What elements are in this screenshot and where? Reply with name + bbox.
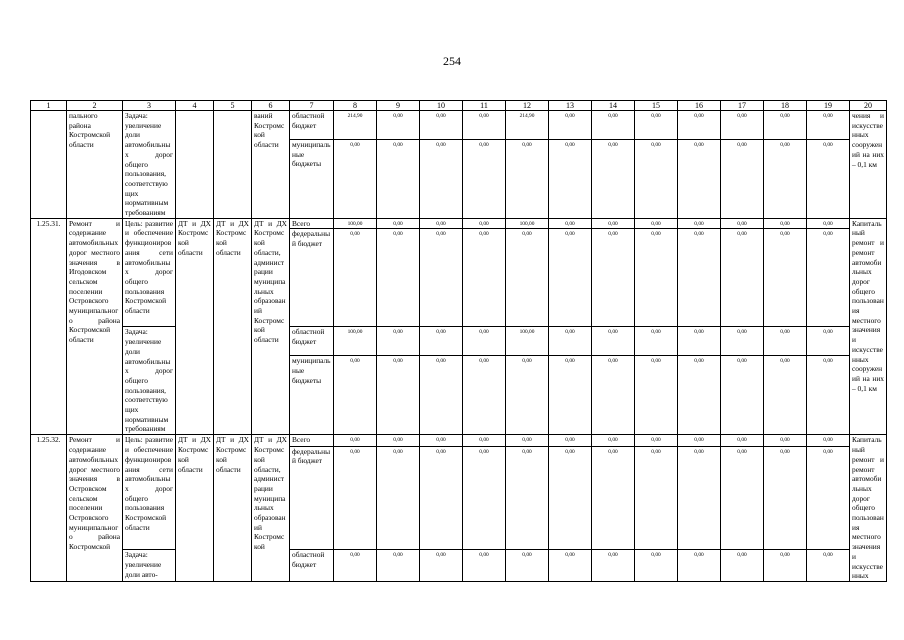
header-cell: 4 bbox=[176, 101, 214, 111]
header-cell: 11 bbox=[463, 101, 506, 111]
header-cell: 14 bbox=[592, 101, 635, 111]
amount-cell: 0,00 bbox=[807, 140, 850, 219]
program-table bbox=[30, 100, 887, 582]
amount-cell: 0,00 bbox=[807, 446, 850, 549]
amount-cell: 0,00 bbox=[635, 140, 678, 219]
header-cell: 6 bbox=[252, 101, 290, 111]
amount-cell: 0,00 bbox=[420, 140, 463, 219]
amount-cell: 0,00 bbox=[764, 111, 807, 140]
amount-cell: 0,00 bbox=[807, 435, 850, 446]
result-cell: Капитальный ремонт и ремонт автомобильных дорог общего пользования местного значения и искусственных bbox=[850, 435, 887, 582]
header-row bbox=[31, 101, 887, 111]
amount-cell: 0,00 bbox=[377, 140, 420, 219]
goal-cell: Цель: развитие и обеспечение функционирования сети автомобильных дорог общего пользования Костромской области bbox=[123, 435, 176, 550]
table-row bbox=[31, 111, 887, 140]
amount-cell: 0,00 bbox=[764, 435, 807, 446]
funding-source-cell: областной бюджет bbox=[290, 550, 334, 582]
executor-cell bbox=[214, 111, 252, 219]
table-row bbox=[31, 218, 887, 229]
header-cell: 19 bbox=[807, 101, 850, 111]
amount-cell: 0,00 bbox=[678, 111, 721, 140]
result-cell: чения и искусственных сооружений на них – 0,1 км bbox=[850, 111, 887, 219]
amount-cell: 0,00 bbox=[807, 229, 850, 327]
amount-cell: 0,00 bbox=[377, 550, 420, 582]
activity-name-cell: Ремонт и содержание автомобильных дорог местного значения в Островском сельском поселении Островского муниципального района Костромской bbox=[67, 435, 123, 582]
amount-cell: 0,00 bbox=[592, 446, 635, 549]
amount-cell: 0,00 bbox=[549, 327, 592, 356]
amount-cell: 214,90 bbox=[506, 111, 549, 140]
header-cell: 2 bbox=[67, 101, 123, 111]
amount-cell: 0,00 bbox=[420, 327, 463, 356]
amount-cell: 0,00 bbox=[764, 550, 807, 582]
header-cell: 20 bbox=[850, 101, 887, 111]
amount-cell: 0,00 bbox=[463, 356, 506, 435]
executor-cell: ДТ и ДХ Костромской области bbox=[214, 218, 252, 435]
amount-cell: 0,00 bbox=[420, 356, 463, 435]
amount-cell: 0,00 bbox=[807, 111, 850, 140]
amount-cell: 0,00 bbox=[635, 111, 678, 140]
funding-source-cell: областной бюджет bbox=[290, 111, 334, 140]
amount-cell: 0,00 bbox=[377, 435, 420, 446]
amount-cell: 0,00 bbox=[420, 435, 463, 446]
funding-source-cell: муниципальные бюджеты bbox=[290, 356, 334, 435]
amount-cell: 0,00 bbox=[721, 356, 764, 435]
amount-cell: 0,00 bbox=[334, 446, 377, 549]
amount-cell: 0,00 bbox=[678, 550, 721, 582]
amount-cell: 0,00 bbox=[592, 140, 635, 219]
amount-cell: 0,00 bbox=[549, 435, 592, 446]
amount-cell: 0,00 bbox=[721, 229, 764, 327]
amount-cell: 214,90 bbox=[334, 111, 377, 140]
amount-cell: 0,00 bbox=[807, 327, 850, 356]
responsible-cell: ДТ и ДХ Костромской области, администрации муниципальных образований Костромской области bbox=[252, 218, 290, 435]
amount-cell: 0,00 bbox=[506, 229, 549, 327]
amount-cell: 0,00 bbox=[635, 446, 678, 549]
header-cell: 3 bbox=[123, 101, 176, 111]
row-number-cell: 1.25.32. bbox=[31, 435, 67, 582]
amount-cell: 0,00 bbox=[420, 229, 463, 327]
executor-cell bbox=[176, 111, 214, 219]
amount-cell: 0,00 bbox=[635, 327, 678, 356]
activity-name-cell: Ремонт и содержание автомобильных дорог местного значения в Игодовском сельском поселении Островского муниципального района Костромской области bbox=[67, 218, 123, 435]
amount-cell: 0,00 bbox=[678, 435, 721, 446]
amount-cell: 0,00 bbox=[592, 111, 635, 140]
funding-source-cell: Всего bbox=[290, 218, 334, 229]
amount-cell: 0,00 bbox=[463, 446, 506, 549]
amount-cell: 0,00 bbox=[678, 446, 721, 549]
amount-cell: 0,00 bbox=[764, 327, 807, 356]
table-row bbox=[31, 550, 887, 582]
page-number: 254 bbox=[443, 54, 461, 68]
header-cell: 9 bbox=[377, 101, 420, 111]
amount-cell: 100,00 bbox=[334, 218, 377, 229]
amount-cell: 0,00 bbox=[420, 111, 463, 140]
table-row bbox=[31, 327, 887, 356]
amount-cell: 0,00 bbox=[377, 446, 420, 549]
task-cell: Задача: увеличение доли автомобильных дорог общего пользования, соответствующих нормативным требованиям bbox=[123, 327, 176, 435]
amount-cell: 0,00 bbox=[721, 550, 764, 582]
amount-cell: 0,00 bbox=[334, 356, 377, 435]
amount-cell: 0,00 bbox=[463, 218, 506, 229]
amount-cell: 0,00 bbox=[463, 140, 506, 219]
amount-cell: 0,00 bbox=[635, 356, 678, 435]
amount-cell: 0,00 bbox=[420, 550, 463, 582]
amount-cell: 0,00 bbox=[807, 356, 850, 435]
header-cell: 12 bbox=[506, 101, 549, 111]
amount-cell: 0,00 bbox=[764, 218, 807, 229]
amount-cell: 0,00 bbox=[807, 218, 850, 229]
amount-cell: 0,00 bbox=[721, 111, 764, 140]
amount-cell: 0,00 bbox=[592, 550, 635, 582]
amount-cell: 0,00 bbox=[678, 218, 721, 229]
amount-cell: 0,00 bbox=[721, 435, 764, 446]
executor-cell: ДТ и ДХ Костромской области bbox=[176, 218, 214, 435]
funding-source-cell: Всего bbox=[290, 435, 334, 446]
amount-cell: 0,00 bbox=[334, 435, 377, 446]
amount-cell: 0,00 bbox=[721, 218, 764, 229]
amount-cell: 0,00 bbox=[549, 229, 592, 327]
amount-cell: 0,00 bbox=[420, 218, 463, 229]
amount-cell: 0,00 bbox=[334, 140, 377, 219]
amount-cell: 100,00 bbox=[506, 218, 549, 229]
header-cell: 17 bbox=[721, 101, 764, 111]
amount-cell: 0,00 bbox=[334, 229, 377, 327]
amount-cell: 0,00 bbox=[377, 111, 420, 140]
executor-cell: ДТ и ДХ Костромской области bbox=[214, 435, 252, 582]
funding-source-cell: областной бюджет bbox=[290, 327, 334, 356]
responsible-cell: ДТ и ДХ Костромской области, администрации муниципальных образований Костромской bbox=[252, 435, 290, 582]
result-cell: Капитальный ремонт и ремонт автомобильных дорог общего пользования местного значения и искусственных сооружений на них – 0,1 км bbox=[850, 218, 887, 435]
header-cell: 10 bbox=[420, 101, 463, 111]
amount-cell: 0,00 bbox=[592, 229, 635, 327]
amount-cell: 0,00 bbox=[592, 435, 635, 446]
amount-cell: 0,00 bbox=[635, 435, 678, 446]
amount-cell: 0,00 bbox=[506, 446, 549, 549]
row-number-cell bbox=[31, 111, 67, 219]
amount-cell: 0,00 bbox=[678, 140, 721, 219]
table-body bbox=[31, 101, 887, 582]
header-cell: 13 bbox=[549, 101, 592, 111]
amount-cell: 0,00 bbox=[721, 140, 764, 219]
amount-cell: 100,00 bbox=[334, 327, 377, 356]
amount-cell: 0,00 bbox=[463, 550, 506, 582]
amount-cell: 0,00 bbox=[549, 111, 592, 140]
amount-cell: 0,00 bbox=[721, 327, 764, 356]
task-cell: Задача: увеличение доли автомобильных дорог общего пользования, соответствующих нормативным требованиям bbox=[123, 111, 176, 219]
amount-cell: 0,00 bbox=[549, 218, 592, 229]
funding-source-cell: федеральный бюджет bbox=[290, 446, 334, 549]
funding-source-cell: муниципальные бюджеты bbox=[290, 140, 334, 219]
amount-cell: 0,00 bbox=[549, 356, 592, 435]
header-cell: 18 bbox=[764, 101, 807, 111]
amount-cell: 0,00 bbox=[635, 218, 678, 229]
amount-cell: 0,00 bbox=[549, 550, 592, 582]
row-number-cell: 1.25.31. bbox=[31, 218, 67, 435]
amount-cell: 0,00 bbox=[506, 550, 549, 582]
header-cell: 5 bbox=[214, 101, 252, 111]
amount-cell: 0,00 bbox=[764, 229, 807, 327]
amount-cell: 0,00 bbox=[807, 550, 850, 582]
amount-cell: 0,00 bbox=[549, 140, 592, 219]
amount-cell: 0,00 bbox=[764, 140, 807, 219]
amount-cell: 0,00 bbox=[420, 446, 463, 549]
amount-cell: 100,00 bbox=[506, 327, 549, 356]
amount-cell: 0,00 bbox=[463, 229, 506, 327]
amount-cell: 0,00 bbox=[764, 446, 807, 549]
executor-cell: ДТ и ДХ Костромской области bbox=[176, 435, 214, 582]
amount-cell: 0,00 bbox=[678, 356, 721, 435]
header-cell: 8 bbox=[334, 101, 377, 111]
header-cell: 1 bbox=[31, 101, 67, 111]
funding-source-cell: федеральный бюджет bbox=[290, 229, 334, 327]
header-cell: 16 bbox=[678, 101, 721, 111]
amount-cell: 0,00 bbox=[678, 327, 721, 356]
amount-cell: 0,00 bbox=[721, 446, 764, 549]
amount-cell: 0,00 bbox=[377, 356, 420, 435]
amount-cell: 0,00 bbox=[377, 229, 420, 327]
amount-cell: 0,00 bbox=[592, 327, 635, 356]
header-cell: 7 bbox=[290, 101, 334, 111]
amount-cell: 0,00 bbox=[506, 140, 549, 219]
amount-cell: 0,00 bbox=[506, 435, 549, 446]
goal-cell: Цель: развитие и обеспечение функционирования сети автомобильных дорог общего пользования Костромской области bbox=[123, 218, 176, 327]
task-cell: Задача: увеличение доли авто- bbox=[123, 550, 176, 582]
amount-cell: 0,00 bbox=[635, 550, 678, 582]
amount-cell: 0,00 bbox=[678, 229, 721, 327]
amount-cell: 0,00 bbox=[334, 550, 377, 582]
amount-cell: 0,00 bbox=[377, 218, 420, 229]
amount-cell: 0,00 bbox=[506, 356, 549, 435]
amount-cell: 0,00 bbox=[764, 356, 807, 435]
header-cell: 15 bbox=[635, 101, 678, 111]
amount-cell: 0,00 bbox=[592, 356, 635, 435]
table-row bbox=[31, 435, 887, 446]
amount-cell: 0,00 bbox=[377, 327, 420, 356]
amount-cell: 0,00 bbox=[635, 229, 678, 327]
amount-cell: 0,00 bbox=[549, 446, 592, 549]
responsible-cell: ваний Костромской области bbox=[252, 111, 290, 219]
amount-cell: 0,00 bbox=[463, 111, 506, 140]
amount-cell: 0,00 bbox=[463, 327, 506, 356]
activity-name-cell: пального района Костромской области bbox=[67, 111, 123, 219]
amount-cell: 0,00 bbox=[463, 435, 506, 446]
amount-cell: 0,00 bbox=[592, 218, 635, 229]
